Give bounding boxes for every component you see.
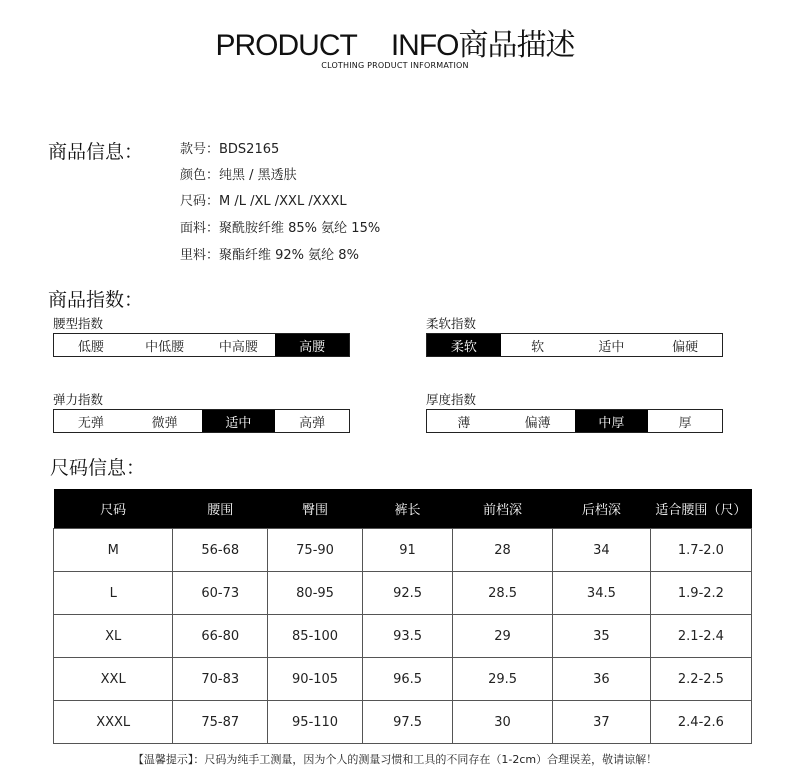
page-title — [0, 20, 790, 64]
table-cell: 37 — [552, 701, 650, 744]
table-cell: 1.9-2.2 — [650, 572, 751, 615]
table-cell: 29 — [453, 615, 553, 658]
table-cell: 75-90 — [268, 529, 363, 572]
table-cell: 56-68 — [173, 529, 268, 572]
size-table-header-cell: 裤长 — [362, 489, 452, 529]
table-cell: XL — [54, 615, 173, 658]
table-cell: 28 — [453, 529, 553, 572]
table-cell: L — [54, 572, 173, 615]
size-table-header — [54, 489, 752, 529]
table-cell: 36 — [552, 658, 650, 701]
waist-option-selected: 高腰 — [275, 334, 349, 356]
table-cell: 2.4-2.6 — [650, 701, 751, 744]
table-row — [54, 615, 752, 658]
softness-option: 适中 — [598, 339, 625, 355]
size-table-header-cell: 后档深 — [552, 489, 650, 529]
elasticity-option-selected: 适中 — [202, 410, 276, 432]
info-style-number: 款号：BDS2165 — [180, 142, 280, 157]
table-cell: 1.7-2.0 — [650, 529, 751, 572]
table-cell: 35 — [552, 615, 650, 658]
table-cell: 66-80 — [173, 615, 268, 658]
elasticity-option: 高弹 — [299, 415, 326, 431]
elasticity-option: 微弹 — [151, 415, 178, 431]
table-cell: 28.5 — [453, 572, 553, 615]
size-table-header-cell: 尺码 — [54, 489, 173, 529]
waist-index-gauge — [53, 333, 350, 357]
info-fabric: 面料：聚酰胺纤维 85% 氨纶 15% — [180, 221, 381, 236]
product-info-heading: 商品信息： — [48, 141, 144, 163]
table-cell: 91 — [362, 529, 452, 572]
table-cell: 97.5 — [362, 701, 452, 744]
table-cell: 75-87 — [173, 701, 268, 744]
thickness-option: 厚 — [678, 415, 692, 431]
thickness-option: 偏薄 — [524, 415, 551, 431]
waist-option: 中低腰 — [145, 339, 185, 355]
title-left: PRODUCT — [215, 29, 357, 62]
elasticity-index-gauge — [53, 409, 350, 433]
size-info-heading: 尺码信息： — [50, 457, 146, 479]
table-row — [54, 701, 752, 744]
table-cell: 2.1-2.4 — [650, 615, 751, 658]
softness-option: 软 — [531, 339, 545, 355]
info-lining: 里料：聚酯纤维 92% 氨纶 8% — [180, 248, 359, 263]
waist-option: 中高腰 — [218, 339, 258, 355]
thickness-option: 薄 — [457, 415, 471, 431]
info-color: 颜色：纯黑 / 黑透肤 — [180, 168, 297, 183]
table-row — [54, 529, 752, 572]
table-cell: 96.5 — [362, 658, 452, 701]
table-row — [54, 572, 752, 615]
thickness-option-selected: 中厚 — [575, 410, 649, 432]
waist-index-label: 腰型指数 — [53, 316, 104, 331]
size-table-header-cell: 适合腰围（尺） — [650, 489, 751, 529]
softness-index-gauge — [426, 333, 723, 357]
table-cell: 34 — [552, 529, 650, 572]
softness-option-selected: 柔软 — [427, 334, 501, 356]
table-cell: 93.5 — [362, 615, 452, 658]
softness-index-label: 柔软指数 — [426, 316, 477, 331]
title-right: INFO商品描述 — [390, 29, 575, 62]
table-cell: 29.5 — [453, 658, 553, 701]
table-cell: 30 — [453, 701, 553, 744]
table-cell: 2.2-2.5 — [650, 658, 751, 701]
elasticity-index-label: 弹力指数 — [53, 392, 104, 407]
table-cell: XXL — [54, 658, 173, 701]
size-table-body — [54, 529, 752, 744]
thickness-index-gauge — [426, 409, 723, 433]
page-subtitle: CLOTHING PRODUCT INFORMATION — [321, 61, 469, 70]
table-cell: 90-105 — [268, 658, 363, 701]
waist-option: 低腰 — [77, 339, 104, 355]
table-cell: 92.5 — [362, 572, 452, 615]
info-size: 尺码：M /L /XL /XXL /XXXL — [180, 194, 347, 209]
table-cell: M — [54, 529, 173, 572]
table-cell: 85-100 — [268, 615, 363, 658]
thickness-index-label: 厚度指数 — [426, 392, 477, 407]
table-cell: 95-110 — [268, 701, 363, 744]
table-cell: XXXL — [54, 701, 173, 744]
size-table-header-cell: 臀围 — [268, 489, 363, 529]
size-table — [53, 489, 752, 744]
table-row — [54, 658, 752, 701]
table-cell: 34.5 — [552, 572, 650, 615]
softness-option: 偏硬 — [672, 339, 699, 355]
indices-heading: 商品指数： — [48, 289, 144, 311]
measurement-note: 【温馨提示】：尺码为纯手工测量，因为个人的测量习惯和工具的不同存在（1-2cm）合理误差，敬请谅解！ — [132, 753, 658, 766]
table-cell: 70-83 — [173, 658, 268, 701]
elasticity-option: 无弹 — [77, 415, 104, 431]
size-table-header-cell: 前档深 — [453, 489, 553, 529]
table-cell: 60-73 — [173, 572, 268, 615]
size-table-header-cell: 腰围 — [173, 489, 268, 529]
table-cell: 80-95 — [268, 572, 363, 615]
